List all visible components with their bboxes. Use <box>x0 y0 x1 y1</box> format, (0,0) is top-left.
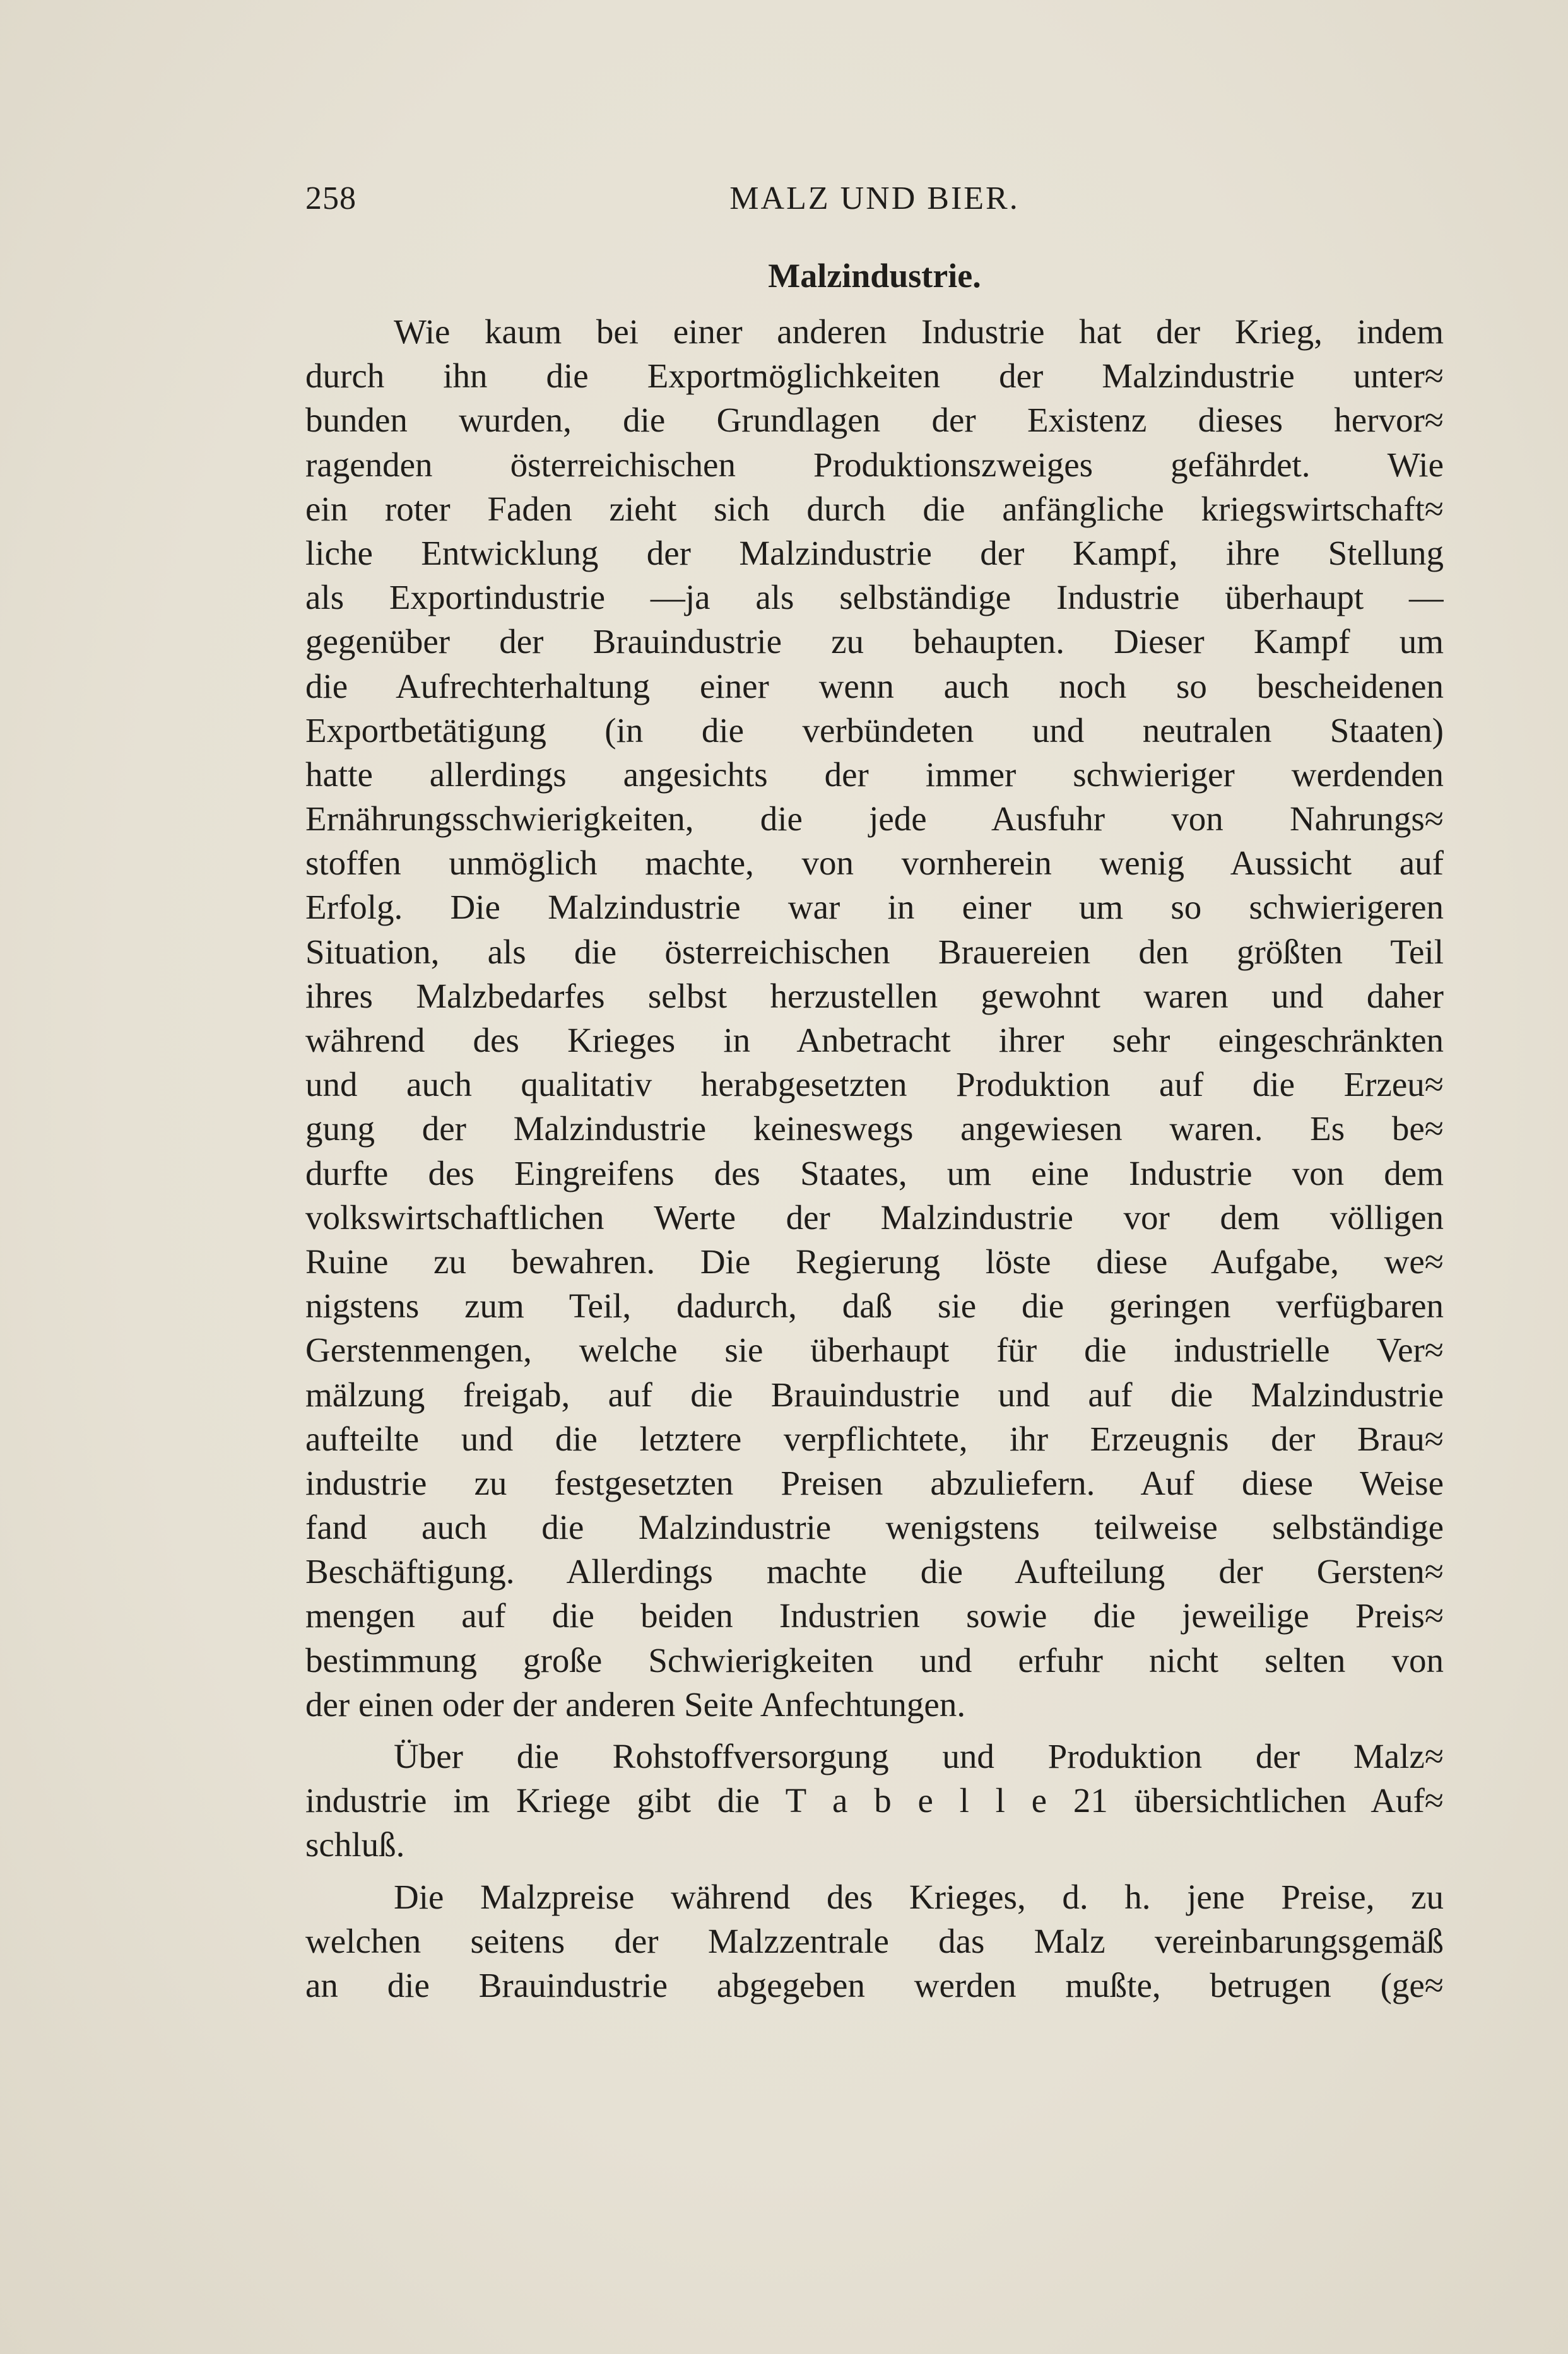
text-line: durfte des Eingreifens des Staates, um eine Industrie von dem <box>305 1153 1444 1192</box>
text-line: aufteilte und die letztere verpflichtete, ihr Erzeugnis der Brau≈ <box>305 1419 1444 1458</box>
text-line: volkswirtschaftlichen Werte der Malzindustrie vor dem völligen <box>305 1198 1444 1237</box>
text-line: Die Malzpreise während des Krieges, d. h. jene Preise, zu <box>394 1877 1444 1916</box>
paragraph-1 <box>305 310 1444 1727</box>
paragraph-gap <box>305 1727 1444 1734</box>
text-line: Über die Rohstoffversorgung und Produktion der Malz≈ <box>394 1737 1444 1775</box>
text-line: gegenüber der Brauindustrie zu behaupten. Dieser Kampf um <box>305 622 1444 661</box>
text-line: ihres Malzbedarfes selbst herzustellen gewohnt waren und daher <box>305 976 1444 1015</box>
text-line: hatte allerdings angesichts der immer schwieriger werdenden <box>305 755 1444 794</box>
running-title: MALZ UND BIER. <box>729 180 1020 216</box>
text-line: während des Krieges in Anbetracht ihrer sehr eingeschränkten <box>305 1021 1444 1059</box>
text-line: welchen seitens der Malzzentrale das Malz vereinbarungsgemäß <box>305 1921 1444 1960</box>
text-line: die Aufrechterhaltung einer wenn auch noch so bescheidenen <box>305 666 1444 705</box>
text-line: an die Brauindustrie abgegeben werden mußte, betrugen (ge≈ <box>305 1965 1444 2004</box>
running-head <box>305 177 1444 221</box>
text-line: bestimmung große Schwierigkeiten und erfuhr nicht selten von <box>305 1640 1444 1680</box>
body-text <box>305 310 1444 2008</box>
text-line: Exportbetätigung (in die verbündeten und neutralen Staaten) <box>305 710 1444 750</box>
text-line: stoffen unmöglich machte, von vornherein wenig Aussicht auf <box>305 844 1444 883</box>
text-line: Situation, als die österreichischen Brauereien den größten Teil <box>305 932 1444 971</box>
text-line: durch ihn die Exportmöglichkeiten der Malzindustrie unter≈ <box>305 356 1444 396</box>
text-line: nigstens zum Teil, dadurch, daß sie die geringen verfügbaren <box>305 1286 1444 1326</box>
text-line: bunden wurden, die Grundlagen der Existenz dieses hervor≈ <box>305 401 1444 440</box>
paragraph-2 <box>305 1734 1444 1868</box>
paragraph-3 <box>305 1875 1444 2008</box>
section-title: Malzindustrie. <box>768 257 981 295</box>
text-line: Erfolg. Die Malzindustrie war in einer um so schwierigeren <box>305 888 1444 927</box>
text-line: schluß. <box>305 1825 405 1864</box>
text-line: als Exportindustrie —ja als selbständige Industrie überhaupt — <box>305 578 1444 617</box>
text-line: Ernährungsschwierigkeiten, die jede Ausfuhr von Nahrungs≈ <box>305 799 1444 839</box>
text-line: gung der Malzindustrie keineswegs angewiesen waren. Es be≈ <box>305 1109 1444 1148</box>
text-line: mälzung freigab, auf die Brauindustrie und auf die Malzindustrie <box>305 1375 1444 1414</box>
text-line: ragenden österreichischen Produktionszweiges gefährdet. Wie <box>305 445 1444 484</box>
page-number: 258 <box>305 180 357 216</box>
text-line: industrie zu festgesetzten Preisen abzuliefern. Auf diese Weise <box>305 1463 1444 1502</box>
text-line: industrie im Kriege gibt die T a b e l l e 21 übersichtlichen Auf≈ <box>305 1781 1444 1820</box>
text-line: Beschäftigung. Allerdings machte die Aufteilung der Gersten≈ <box>305 1552 1444 1591</box>
text-line: ein roter Faden zieht sich durch die anfängliche kriegswirtschaft≈ <box>305 489 1444 528</box>
text-line: und auch qualitativ herabgesetzten Produktion auf die Erzeu≈ <box>305 1065 1444 1104</box>
text-line: Ruine zu bewahren. Die Regierung löste diese Aufgabe, we≈ <box>305 1242 1444 1281</box>
text-line: mengen auf die beiden Industrien sowie die jeweilige Preis≈ <box>305 1596 1444 1635</box>
text-line: liche Entwicklung der Malzindustrie der Kampf, ihre Stellung <box>305 533 1444 572</box>
text-line: Gerstenmengen, welche sie überhaupt für die industrielle Ver≈ <box>305 1331 1444 1370</box>
text-line: fand auch die Malzindustrie wenigstens teilweise selbständige <box>305 1508 1444 1547</box>
text-line: der einen oder der anderen Seite Anfechtungen. <box>305 1685 966 1724</box>
text-line: Wie kaum bei einer anderen Industrie hat der Krieg, indem <box>394 312 1444 351</box>
paragraph-gap <box>305 1868 1444 1875</box>
